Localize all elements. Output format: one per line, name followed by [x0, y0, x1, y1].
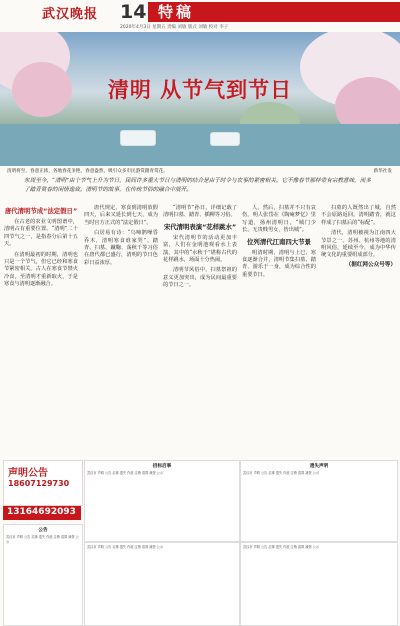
ad-block [84, 542, 240, 626]
paragraph: 清明节风俗中，扫墓祭祖的意义更加突出，成为民间最重要的节日之一。 [163, 267, 237, 289]
ad-block [240, 542, 398, 626]
boat [120, 130, 156, 146]
subheading: 唐代清明节成“法定假日” [4, 207, 78, 215]
boat [210, 132, 240, 146]
paragraph: 明清时期，清明与上巳、寒食逐渐合并，清明节集扫墓、踏青、游乐于一身，成为综合性的重要节日。 [242, 249, 316, 278]
paragraph: 扫墓的人既然出了城，自然不会原路返回。清明踏青，就这样成了扫墓后的“标配”。 [321, 205, 396, 226]
paragraph: “清明节”孙日，详细记载了清明扫墓、踏青、插柳等习俗。 [163, 205, 237, 219]
phone-banner-number: 13164692093 [7, 507, 76, 517]
paragraph: 在清明最初的时期，清明也只是一个节气，但它已经和寒食节紧密相关。古人在寒食节禁火冷食，至清明才重新取火，于是寒食与清明逐渐融合。 [4, 251, 78, 288]
subheading: 宋代清明表演“花样跳水” [163, 222, 237, 231]
classified-ads [0, 460, 400, 626]
ad-title: 遗失声明 [309, 464, 329, 469]
paragraph: 人，然后，扫墓并不只有哀伤，明人张岱在《陶庵梦忆》里写道，扬州清明日，“城门少长，无贵贱男女，皆出城”。 [242, 205, 316, 234]
ad-text: 武汉市 声明 公告 启事 遗失 作废 注销 清算 减资 公示 [243, 545, 320, 549]
article-column-2 [84, 205, 158, 267]
article-signature: （据红网公众号等） [345, 261, 396, 268]
article-column-4 [242, 205, 316, 279]
newspaper-logo: 武汉晚报 [42, 7, 99, 22]
ad-block [84, 460, 240, 542]
photo-caption: 清明将至，春意正浓，各地春花争艳，春意盎然，吸引众多市民游赏踏青赏花。 [7, 169, 168, 174]
hero-photo [0, 32, 400, 166]
ad-text: 武汉市 声明 公告 启事 遗失 作废 注销 清算 减资 公示 [87, 471, 164, 475]
article-column-3 [163, 205, 237, 290]
ad-title: 公告 [38, 528, 48, 533]
section-title: 特稿 [158, 3, 195, 21]
notice-ad-title: 声明公告 [8, 468, 48, 479]
paragraph: 宋代清明节的活动更加丰富，人们在金明池观看水上表演，其中的“水秋千”堪称古代的花样跳水，场面十分热闹。 [163, 234, 237, 264]
notice-ad [3, 460, 83, 506]
paragraph: 白居易有诗：“乌啼鹊噪昏乔木，清明寒食谁家哭”。踏青、扫墓、蹴鞠、荡秋千等习俗在唐代都已盛行，清明的节日色彩日益浓厚。 [84, 230, 158, 266]
notice-ad-phone: 18607129730 [8, 479, 70, 488]
article-intro: 东周至今，“清明”由个节气上升为节日，民间许多重大节日与清明的结合是由于时令与农事的紧密相关。它不像春节那样带有宗教意味，而多了踏青赏春的闲情逸致。清明节的故事，在传统节俗的融合中展开。 [24, 178, 371, 193]
phone-banner [3, 506, 81, 520]
lake [0, 124, 400, 166]
ad-block [3, 524, 83, 626]
article-column-5 [321, 205, 396, 269]
ad-text: 武汉市 声明 公告 启事 遗失 作废 注销 清算 减资 公示 [87, 545, 164, 549]
issue-meta: 2020年4月3日 星期五 责编 刘敏 版式 刘敏 校对 李子 [120, 25, 229, 30]
headline: 清明 从节气到节日 [107, 78, 293, 102]
article-column-1 [4, 205, 78, 289]
photo-credit: 新华社发 [373, 169, 392, 174]
ad-text: 武汉市 声明 公告 启事 遗失 作废 注销 清算 减资 公示 [243, 471, 320, 475]
masthead [0, 0, 400, 30]
paragraph: 在古老的农业文明图谱中，清明占有重要位置。“清明”二十四节气之一，是指春分后第十五天。 [4, 219, 78, 248]
subheading: 位列清代江南四大节景 [247, 237, 311, 246]
paragraph: 清代，清明被视为江南四大节景之一。苏州、杭州等地的清明风俗，延续至今，成为中华传统文化的重要组成部分。 [321, 230, 396, 259]
ad-text: 武汉市 声明 公告 启事 遗失 作废 注销 清算 减资 公示 [6, 535, 79, 544]
page-number: 14 [120, 1, 147, 23]
ad-block [240, 460, 398, 542]
paragraph: 唐代规定，寒食到清明放假四天，后来又延长到七天，成为当时官方正式的“法定假日”。 [84, 205, 158, 226]
ad-title: 招标启事 [152, 464, 172, 469]
